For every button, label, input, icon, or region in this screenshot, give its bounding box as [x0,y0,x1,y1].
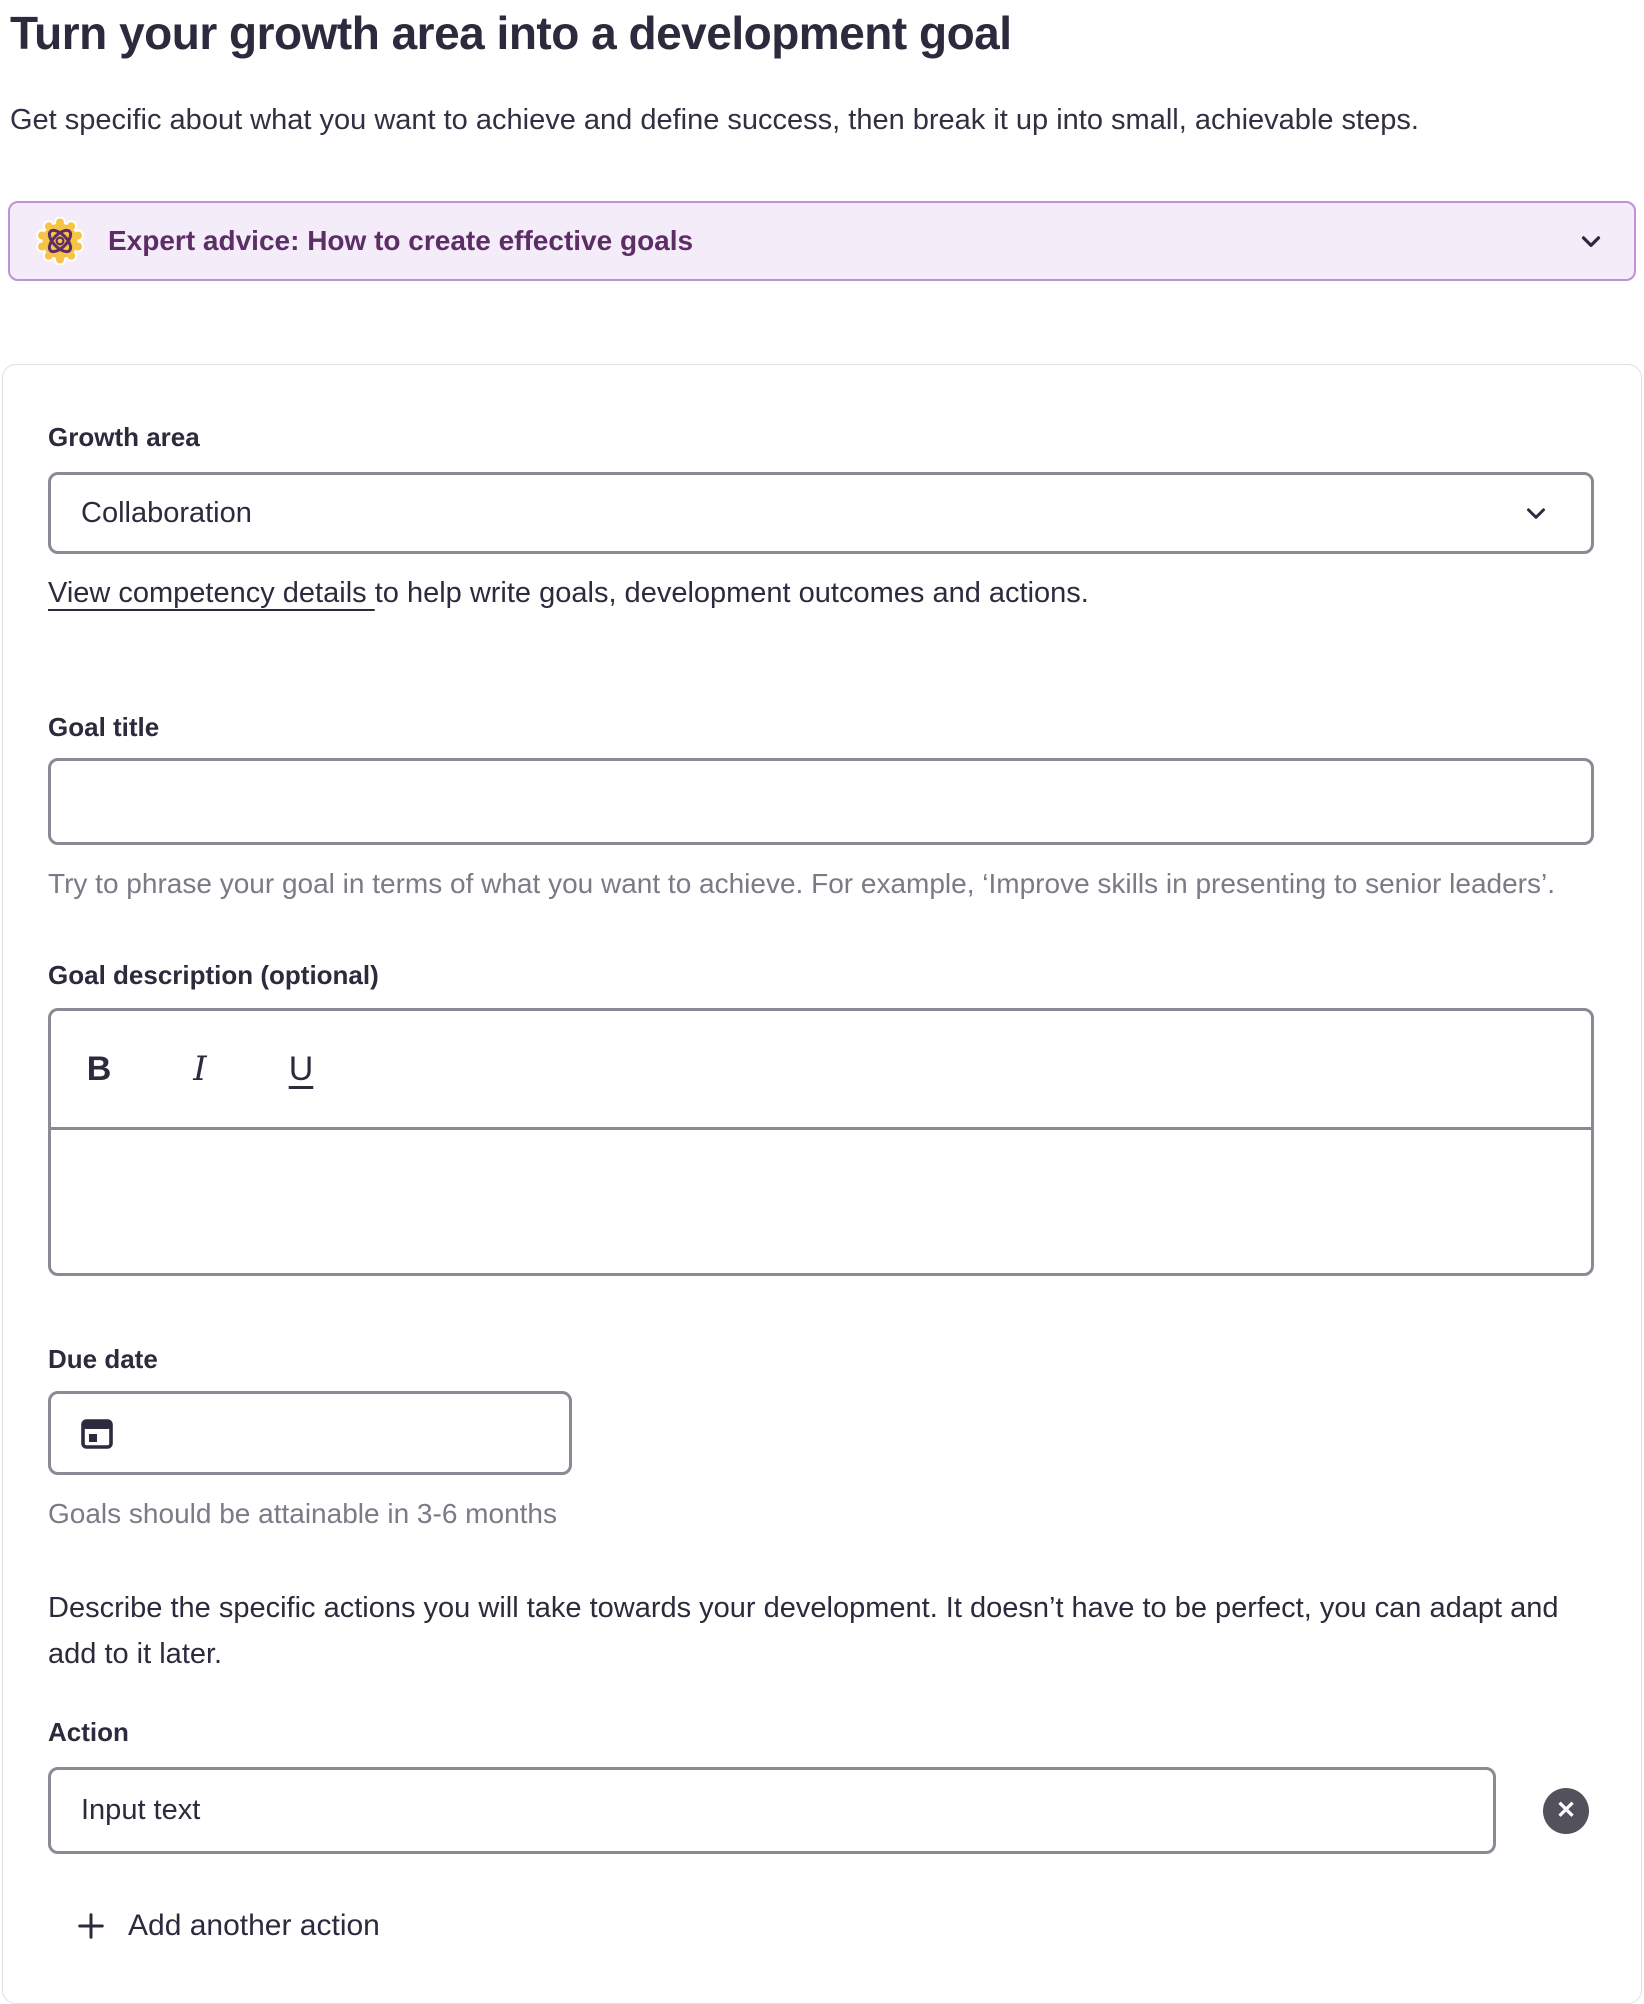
expert-advice-banner[interactable] [8,201,1636,281]
chevron-down-icon [1521,498,1551,528]
action-row [48,1767,1594,1854]
goal-title-field [48,712,1594,900]
view-competency-details-link[interactable]: View competency details [48,577,375,609]
bold-button[interactable]: B [65,1035,133,1103]
goal-title-label: Goal title [48,712,160,742]
add-another-action-label: Add another action [128,1909,380,1942]
page-subtitle: Get specific about what you want to achieve and define success, then break it up into small, achievable steps. [10,104,1419,136]
action-field [48,1717,1594,1854]
action-label: Action [48,1717,129,1747]
chevron-down-icon[interactable] [1576,226,1606,256]
close-icon: ✕ [1555,1796,1577,1824]
add-another-action-button[interactable] [76,1909,380,1943]
expert-badge-atom-icon [36,217,84,265]
due-date-label: Due date [48,1344,158,1374]
due-date-field [48,1344,1594,1530]
competency-note-rest: to help write goals, development outcomes and actions. [374,577,1089,609]
page-header [0,6,1644,137]
underline-button[interactable]: U [267,1035,335,1103]
growth-area-selected-value: Collaboration [81,496,252,529]
growth-area-select[interactable] [48,472,1594,554]
due-date-helper: Goals should be attainable in 3-6 months [48,1498,557,1529]
remove-action-button[interactable] [1543,1788,1589,1834]
goal-description-editor [48,1008,1594,1276]
goal-form-card [2,364,1642,2004]
expert-advice-label: Expert advice: How to create effective goals [108,225,694,256]
editor-toolbar [51,1011,1591,1130]
goal-description-field [48,960,1594,1276]
plus-icon [76,1911,106,1941]
page-title: Turn your growth area into a development goal [10,7,1012,59]
actions-intro-text: Describe the specific actions you will take towards your development. It doesn’t have to be perfect, you can adapt and add to it later. [48,1592,1559,1670]
italic-button[interactable]: I [166,1035,234,1103]
calendar-icon [77,1413,117,1453]
competency-note [48,577,1594,610]
due-date-input[interactable] [48,1391,572,1475]
goal-description-textarea[interactable] [51,1130,1591,1273]
goal-title-helper: Try to phrase your goal in terms of what you want to achieve. For example, ‘Improve skills in presenting to senior leaders’. [48,868,1555,899]
growth-area-label: Growth area [48,422,200,452]
goal-description-label: Goal description (optional) [48,960,379,990]
goal-title-input[interactable] [48,758,1594,845]
growth-area-field [48,422,1594,610]
action-input[interactable] [48,1767,1496,1854]
